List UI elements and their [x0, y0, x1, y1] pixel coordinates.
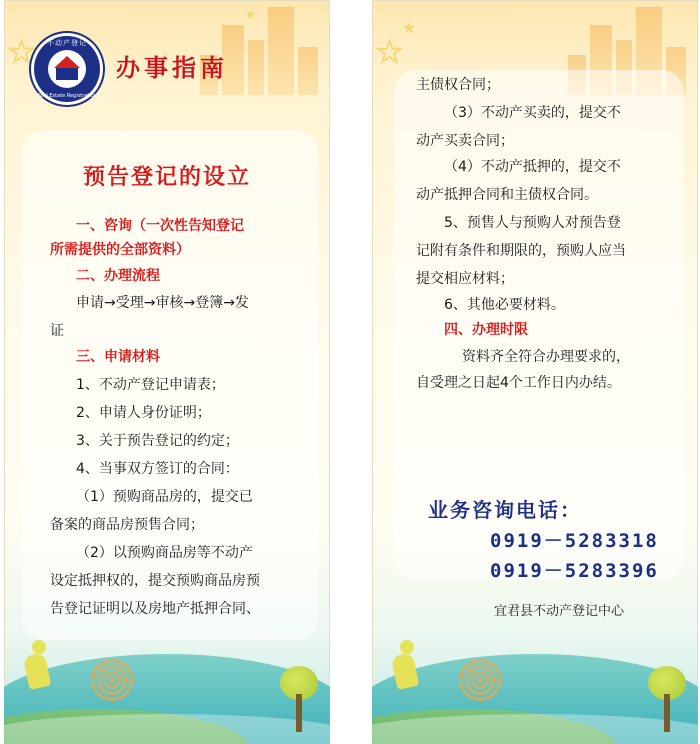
sub-item-2-line1: （2）以预购商品房等不动产: [76, 545, 253, 561]
sub-item-2-line2: 设定抵押权的，提交预购商品房预: [50, 573, 260, 589]
logo-text-top: 不动产登记: [47, 39, 87, 47]
sub-item-3-line2: 动产买卖合同；: [416, 133, 514, 149]
section4-heading: 四、办理时限: [444, 322, 528, 338]
material-item-5-line2: 记附有条件和期限的，预购人应当: [416, 243, 626, 259]
doc-title: 预告登记的设立: [82, 165, 251, 190]
left-panel: [4, 0, 330, 744]
tree-icon: [280, 666, 318, 732]
material-item-6: 6、其他必要材料。: [444, 297, 565, 313]
tree-icon: [648, 666, 686, 732]
logo-text-bottom: Real Estate Registration: [37, 93, 97, 99]
sub-item-3-line1: （3）不动产买卖的，提交不: [444, 105, 621, 121]
house-roof-icon: [54, 56, 80, 68]
material-item-3: 3、关于预告登记的约定；: [76, 433, 239, 449]
section3-heading: 三、申请材料: [76, 349, 160, 365]
right-panel: [372, 0, 698, 744]
sub-item-1-line2: 备案的商品房预售合同；: [50, 517, 204, 533]
material-item-5-line3: 提交相应材料；: [416, 271, 514, 287]
flow-line2: 证: [50, 323, 64, 339]
section2-heading: 二、办理流程: [76, 268, 160, 284]
star-icon: ★: [8, 35, 35, 70]
sub-item-4-line2: 动产抵押合同和主债权合同。: [416, 187, 598, 203]
house-icon: [56, 68, 78, 80]
material-item-1: 1、不动产登记申请表；: [76, 377, 225, 393]
sub-item-1-line1: （1）预购商品房的，提交已: [76, 489, 253, 505]
flow-line1: 申请→受理→审核→登簿→发: [76, 295, 249, 311]
continued-line: 主债权合同；: [416, 77, 500, 93]
star-icon: ★: [244, 7, 257, 23]
section1-heading-line2: 所需提供的全部资料）: [50, 242, 190, 258]
sub-item-4-line1: （4）不动产抵押的，提交不: [444, 159, 621, 175]
material-item-4: 4、当事双方签订的合同：: [76, 461, 239, 477]
organization-name: 宜君县不动产登记中心: [494, 604, 625, 619]
material-item-5-line1: 5、预售人与预购人对预告登: [444, 215, 621, 231]
material-item-2: 2、申请人身份证明；: [76, 405, 211, 421]
star-icon: ★: [376, 35, 403, 70]
sub-item-2-line3: 告登记证明以及房地产抵押合同、: [50, 601, 260, 617]
phone-number-2: 0919－5283396: [490, 560, 659, 582]
header-title: 办事指南: [116, 53, 228, 82]
phone-number-1: 0919－5283318: [490, 530, 659, 552]
runner-figure-icon: [386, 640, 426, 710]
limit-line2: 自受理之日起4个工作日内办结。: [416, 375, 621, 391]
star-icon: ★: [402, 18, 417, 37]
logo: [34, 36, 100, 102]
swirl-decoration: [458, 658, 502, 702]
phone-title: 业务咨询电话：: [428, 498, 582, 522]
limit-line1: 资料齐全符合办理要求的，: [462, 349, 630, 365]
runner-figure-icon: [18, 640, 58, 710]
section1-heading-line1: 一、咨询（一次性告知登记: [76, 218, 244, 234]
swirl-decoration: [90, 658, 134, 702]
